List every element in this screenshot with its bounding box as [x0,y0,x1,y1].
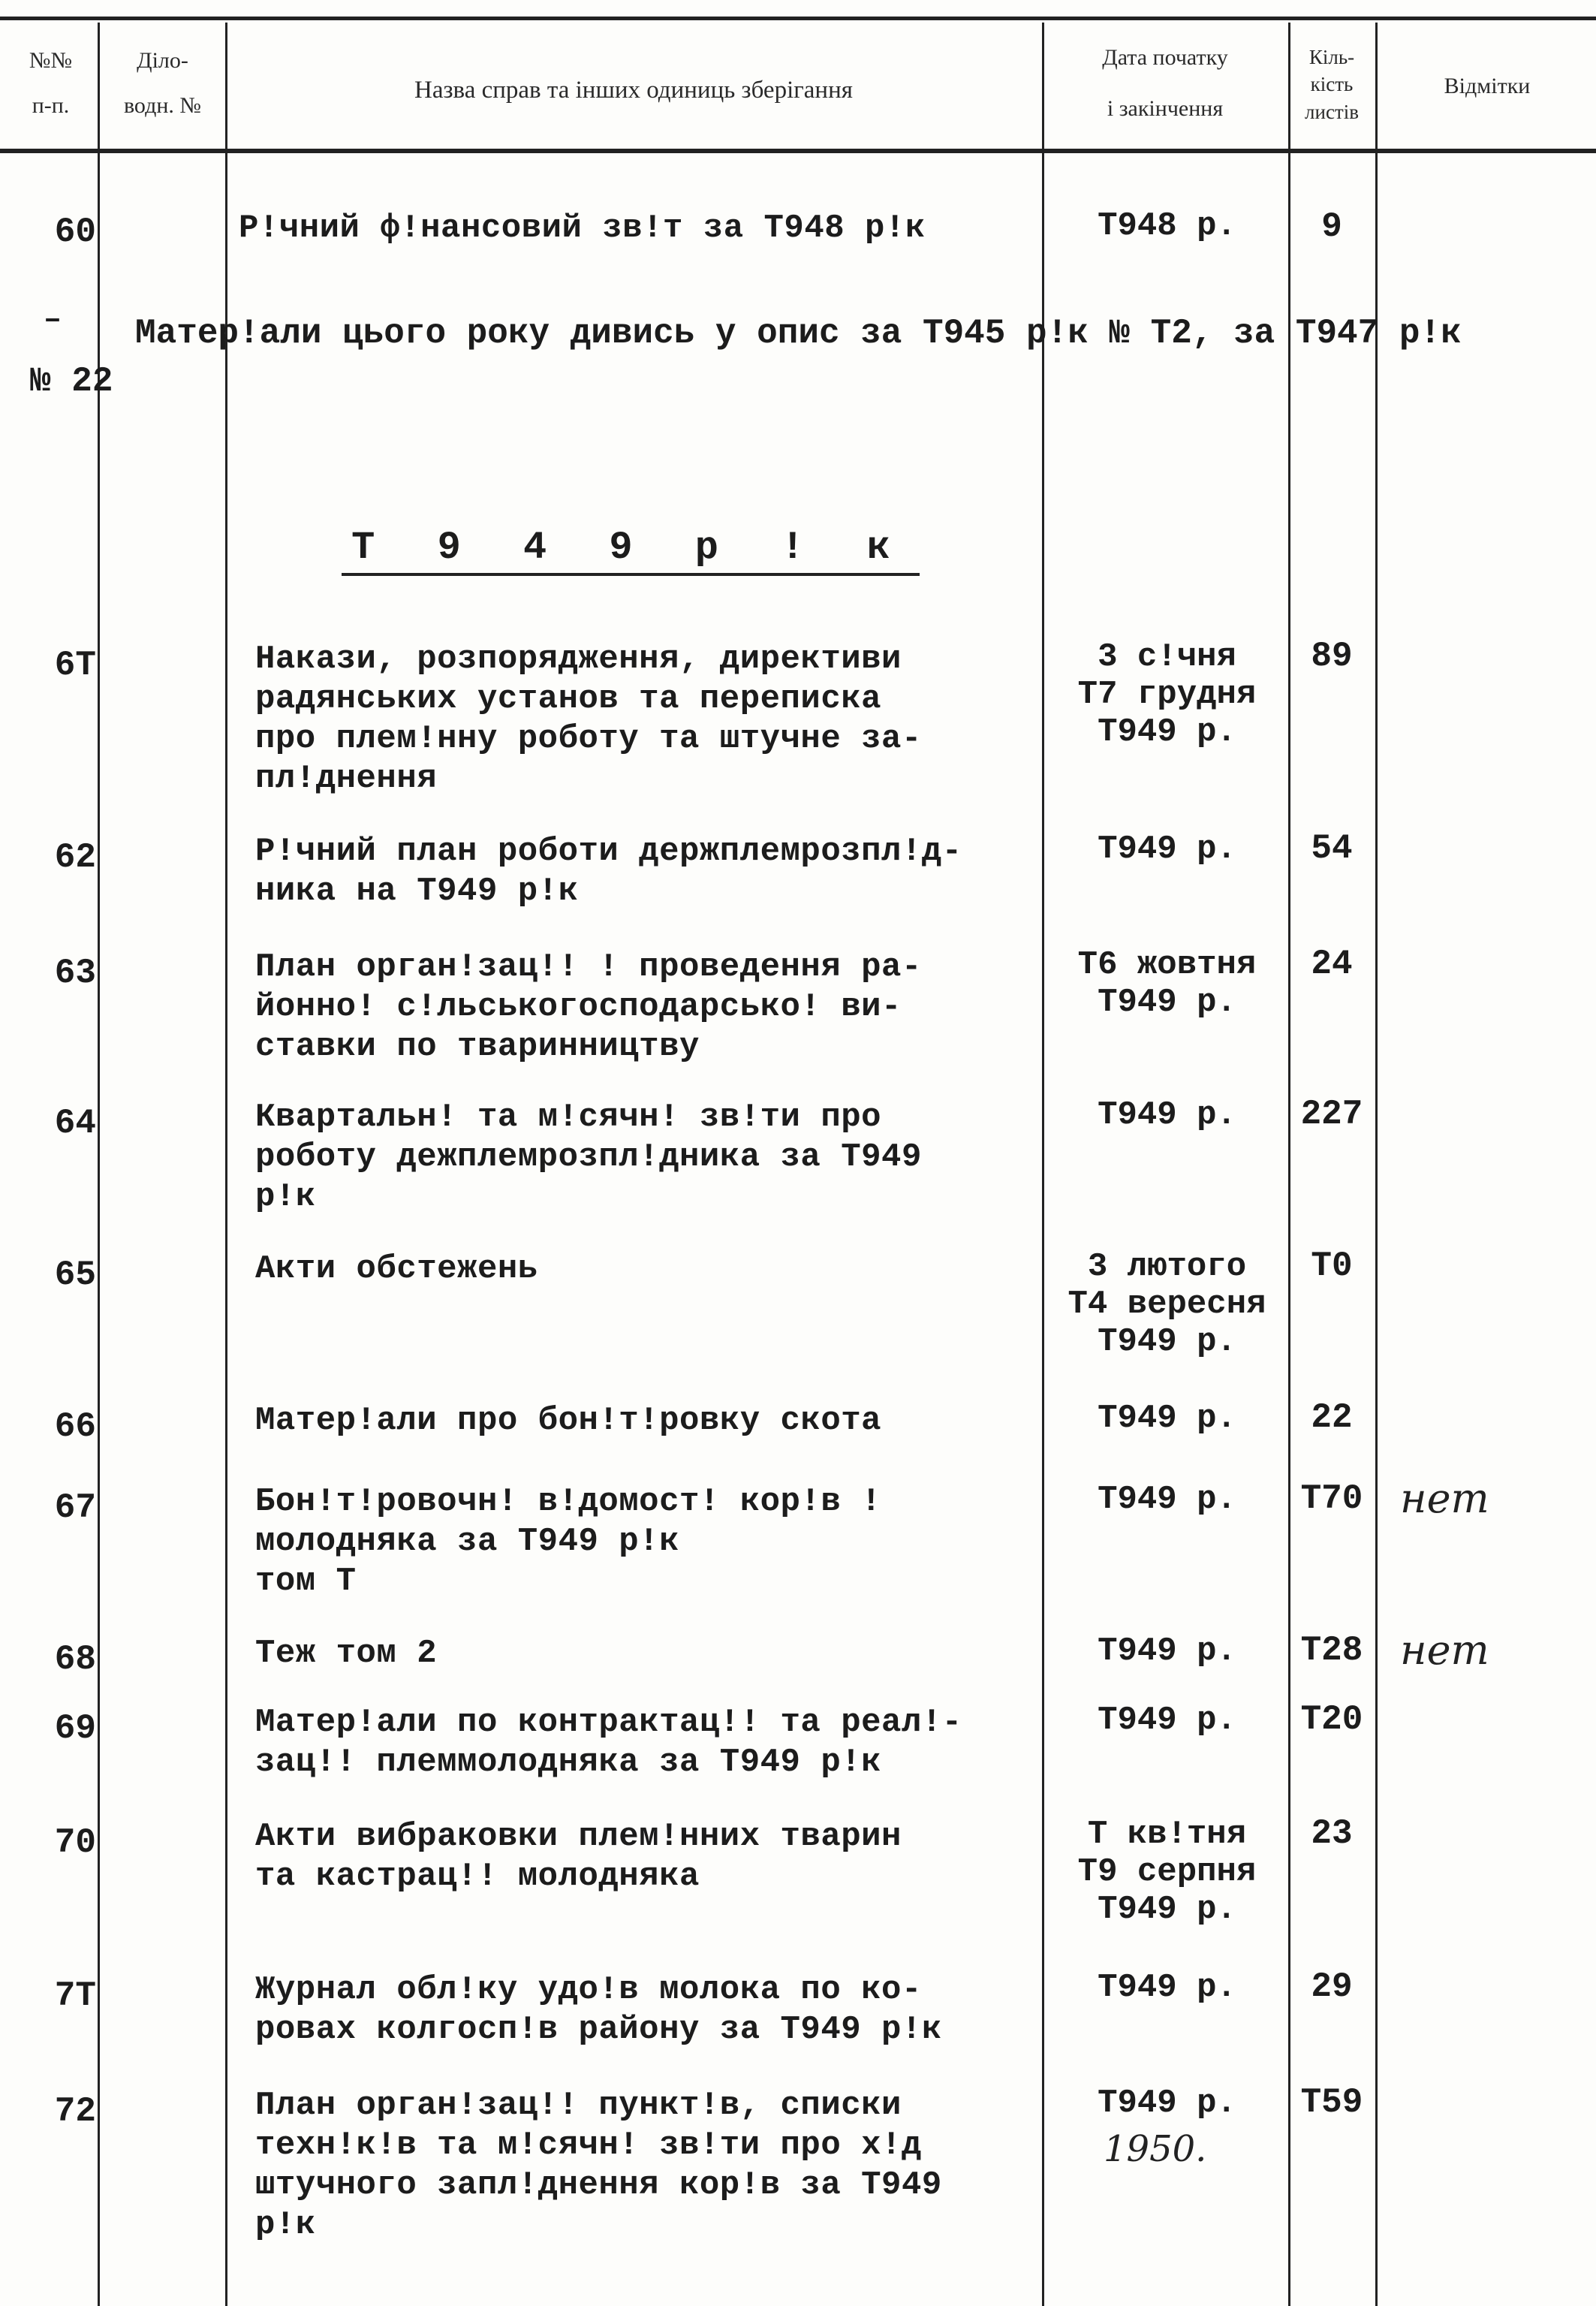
row-date-line: Т4 вересня [1068,1286,1266,1323]
row-2-number: 63 [54,954,96,993]
row-date-line: Т949 р. [1098,984,1236,1021]
row-title-line: молодняка за Т949 р!к [255,1523,679,1560]
row-title-line: Матер!али про бон!т!ровку скота [255,1402,882,1439]
row-4-date [1045,1248,1289,1361]
row-4-number: 65 [54,1255,96,1295]
header-col-number-bottom: п-п. [32,92,70,118]
header-col-dates-bottom: і закінчення [1107,95,1224,121]
row-date-line: Т949 р. [1098,2084,1236,2122]
row-4-title [255,1249,1043,1289]
row-7-date [1045,1632,1289,1670]
row-title-line: радянських установ та переписка [255,680,882,718]
row-10-date [1045,1969,1289,2006]
row-6-number: 67 [54,1488,96,1527]
row-2-sheets: 24 [1311,945,1353,984]
row-title-line: План орган!зац!! ! проведення ра- [255,948,922,986]
row-title-line: про плем!нну роботу та штучне за- [255,720,922,758]
row-10-sheets: 29 [1311,1967,1353,2006]
header-col-sheets-3: листів [1305,100,1359,123]
row-date-line: Т949 р. [1098,1702,1236,1739]
row-date-line: Т949 р. [1098,1323,1236,1361]
row-2-title [255,948,1043,1067]
row-title-line: зац!! племмолодняка за Т949 р!к [255,1744,882,1781]
row-6-sheets: Т70 [1300,1479,1363,1518]
row-8-number: 69 [54,1709,96,1748]
header-col-office-top: Діло- [137,48,188,73]
col-divider-4 [1288,23,1290,2306]
row-9-date [1045,1816,1289,1928]
crossref-dash: – [44,303,62,337]
header-col-dates-top: Дата початку [1102,45,1228,70]
row-date-line: Т7 грудня [1077,676,1257,713]
row-5-date [1045,1400,1289,1437]
row-6-handwritten-note: нет [1400,1475,1489,1522]
row-title-line: Теж том 2 [255,1635,438,1672]
row-10-title [255,1970,1043,2050]
row-11-date [1045,2084,1289,2122]
header-col-number-top: №№ [29,48,73,73]
row-10-number: 7Т [54,1976,96,2015]
row-date-line: Т949 р. [1098,1481,1236,1518]
row-60-sheets: 9 [1321,207,1342,246]
row-0-number: 6Т [54,646,96,685]
crossref-line-tail: № 22 [30,362,113,401]
row-60-number: 60 [54,213,96,252]
row-7-title [255,1634,1043,1674]
row-3-number: 64 [54,1104,96,1143]
row-date-line: Т949 р. [1098,1969,1236,2006]
row-0-sheets: 89 [1311,637,1353,676]
row-7-sheets: Т28 [1300,1631,1363,1670]
row-date-line: 3 лютого [1087,1248,1247,1286]
row-title-line: йонно! с!льськогосподарсько! ви- [255,988,902,1026]
header-col-sheets-1: Кіль- [1308,46,1355,68]
top-rule [0,17,1596,20]
row-title-line: Бон!т!ровочн! в!домост! кор!в ! [255,1483,882,1521]
row-date-line: Т949 р. [1098,1891,1236,1928]
row-9-sheets: 23 [1311,1814,1353,1853]
header-col-sheets-2: кість [1310,73,1354,96]
row-7-handwritten-note: нет [1400,1626,1489,1674]
row-title-line: Р!чний план роботи держплемрозпл!д- [255,833,962,870]
row-0-date [1045,638,1289,751]
row-8-title [255,1703,1043,1783]
row-0-title [255,640,1043,799]
row-title-line: ника на Т949 р!к [255,873,579,910]
header-col-number [8,47,94,119]
row-title-line: Матер!али по контрактац!! та реал!- [255,1704,962,1741]
row-title-line: р!к [255,2206,316,2244]
row-8-date [1045,1702,1289,1739]
row-11-sheets: Т59 [1300,2083,1363,2122]
row-7-number: 68 [54,1640,96,1679]
row-1-date [1045,830,1289,868]
row-11-handwritten-date: 1950. [1104,2128,1207,2170]
row-date-line: Т949 р. [1098,1096,1236,1134]
row-date-line: 3 с!чня [1098,638,1236,676]
section-title-1949: Т 9 4 9 р ! к [342,526,920,576]
row-date-line: Т кв!тня [1087,1816,1247,1853]
row-date-line: Т6 жовтня [1077,946,1257,984]
crossref-line: Матер!али цього року дивись у опис за Т945 р!к № Т2, за Т947 р!к [135,314,1462,353]
row-3-title [255,1098,1043,1217]
row-date-line: Т949 р. [1098,713,1236,751]
row-1-number: 62 [54,838,96,877]
row-1-sheets: 54 [1311,829,1353,868]
row-title-line: Накази, розпорядження, директиви [255,641,902,678]
row-2-date [1045,946,1289,1021]
header-col-office [101,47,224,119]
col-divider-5 [1375,23,1378,2306]
row-1-title [255,832,1043,912]
row-title-line: та кастрац!! молодняка [255,1858,700,1895]
row-11-number: 72 [54,2092,96,2131]
row-5-number: 66 [54,1407,96,1446]
header-col-dates [1045,44,1285,122]
row-title-line: План орган!зац!! пункт!в, списки [255,2087,902,2124]
row-title-line: Журнал обл!ку удо!в молока по ко- [255,1971,922,2009]
row-3-sheets: 227 [1300,1095,1363,1134]
row-title-line: том Т [255,1563,357,1600]
row-date-line: Т949 р. [1098,830,1236,868]
row-60-date: Т948 р. [1098,207,1236,245]
row-9-number: 70 [54,1823,96,1862]
row-6-date [1045,1481,1289,1518]
row-date-line: Т949 р. [1098,1632,1236,1670]
row-4-sheets: Т0 [1311,1246,1353,1286]
row-title-line: пл!днення [255,760,438,797]
row-title-line: Акти вибраковки плем!нних тварин [255,1818,902,1855]
row-3-date [1045,1096,1289,1134]
row-title-line: р!к [255,1178,316,1216]
row-date-line: Т949 р. [1098,1400,1236,1437]
row-title-line: Квартальн! та м!сячн! зв!ти про [255,1099,882,1136]
header-rule [0,149,1596,153]
col-divider-2 [225,23,227,2306]
header-col-sheets [1290,44,1374,125]
row-title-line: техн!к!в та м!сячн! зв!ти про х!д [255,2127,922,2164]
row-5-title [255,1401,1043,1441]
row-title-line: ровах колгосп!в району за Т949 р!к [255,2011,942,2048]
header-col-notes: Відмітки [1444,74,1531,98]
row-8-sheets: Т20 [1300,1700,1363,1739]
header-col-office-bottom: водн. № [123,92,202,118]
row-5-sheets: 22 [1311,1398,1353,1437]
row-title-line: штучного запл!днення кор!в за Т949 [255,2166,942,2204]
row-6-title [255,1482,1043,1602]
row-title-line: Акти обстежень [255,1250,538,1288]
row-date-line: Т9 серпня [1077,1853,1257,1891]
row-11-title [255,2086,1043,2245]
row-60-title: Р!чний ф!нансовий зв!т за Т948 р!к [239,209,926,247]
row-title-line: роботу дежплемрозпл!дника за Т949 [255,1138,922,1176]
header-col-title: Назва справ та інших одиниць зберігання [414,77,853,104]
row-title-line: ставки по тваринництву [255,1028,700,1066]
row-9-title [255,1817,1043,1897]
